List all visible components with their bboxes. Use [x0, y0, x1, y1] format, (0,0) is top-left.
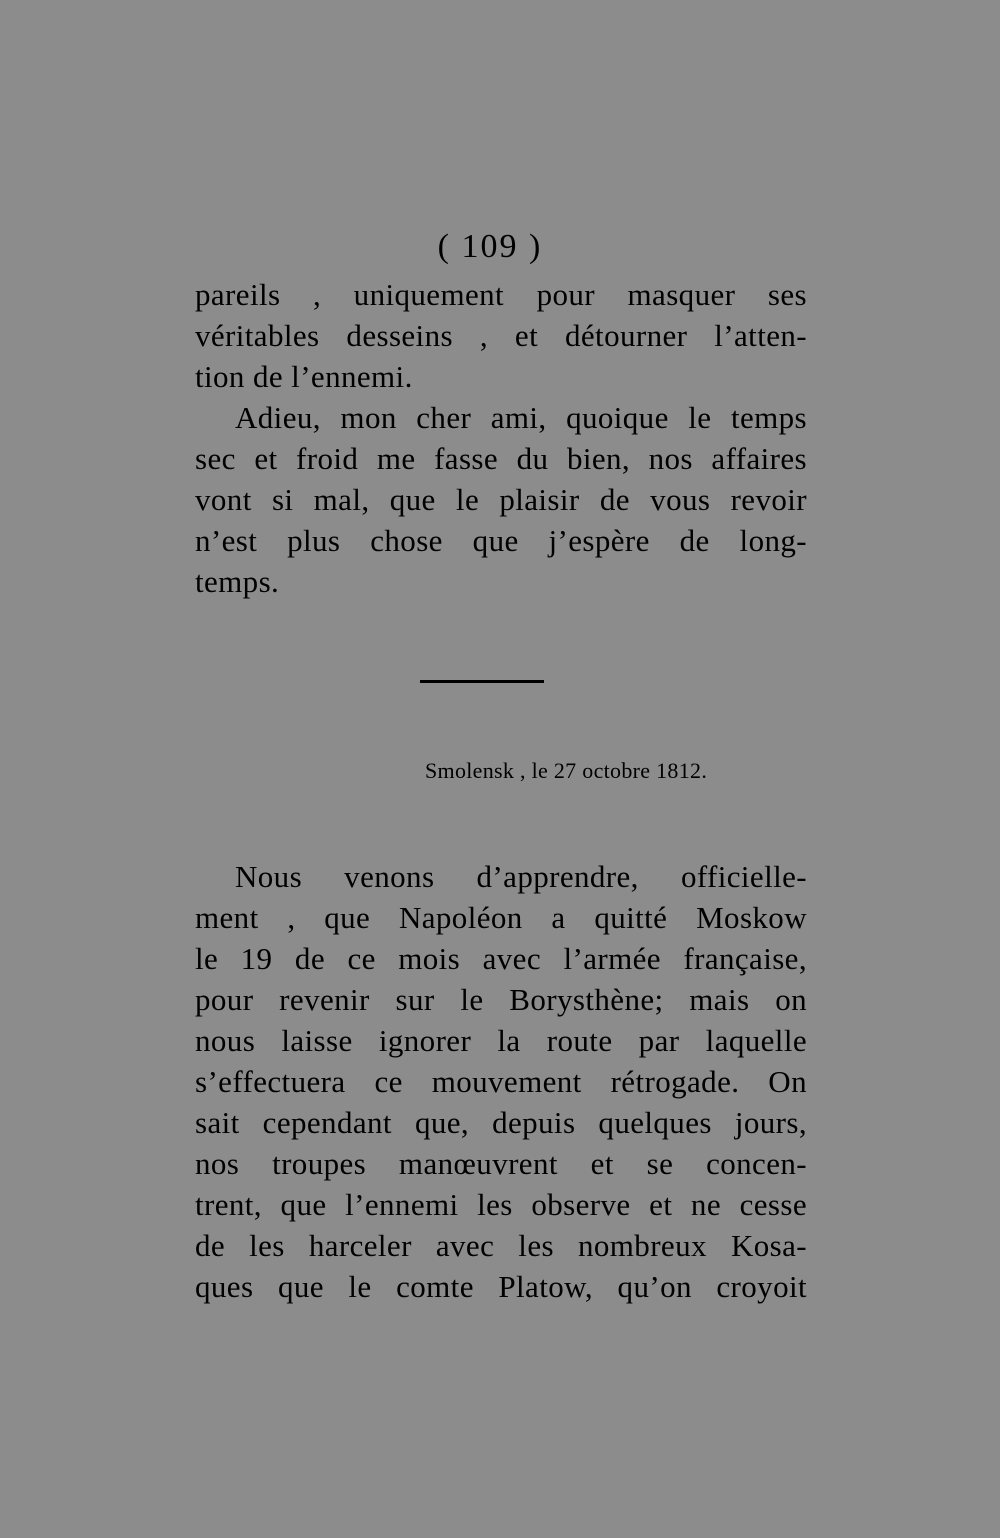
text-line: n’est plus chose que j’espère de long- [195, 523, 807, 558]
letter-closing-text [195, 274, 807, 602]
text-line: ment , que Napoléon a quitté Moskow [195, 900, 807, 935]
text-line: nos troupes manœuvrent et se concen- [195, 1146, 807, 1181]
text-line: nous laisse ignorer la route par laquelle [195, 1023, 807, 1058]
text-line: sec et froid me fasse du bien, nos affaires [195, 441, 807, 476]
text-line: de les harceler avec les nombreux Kosa- [195, 1228, 807, 1263]
text-line: Nous venons d’apprendre, officielle- [235, 859, 807, 894]
text-line: pour revenir sur le Borysthène; mais on [195, 982, 807, 1017]
text-line: s’effectuera ce mouvement rétrogade. On [195, 1064, 807, 1099]
section-divider [420, 680, 544, 683]
text-line: Adieu, mon cher ami, quoique le temps [235, 400, 807, 435]
text-line: ques que le comte Platow, qu’on croyoit [195, 1269, 807, 1304]
text-line: temps. [195, 564, 280, 599]
letter-body-text [195, 856, 807, 1307]
letter-dateline: Smolensk , le 27 octobre 1812. [425, 758, 708, 783]
text-line: véritables desseins , et détourner l’atten- [195, 318, 807, 353]
text-line: vont si mal, que le plaisir de vous revoir [195, 482, 807, 517]
text-line: pareils , uniquement pour masquer ses [195, 277, 807, 312]
page-number: ( 109 ) [437, 228, 543, 265]
text-line: tion de l’ennemi. [195, 359, 413, 394]
text-line: sait cependant que, depuis quelques jours, [195, 1105, 807, 1140]
text-line: le 19 de ce mois avec l’armée française, [195, 941, 807, 976]
text-line: trent, que l’ennemi les observe et ne cesse [195, 1187, 807, 1222]
